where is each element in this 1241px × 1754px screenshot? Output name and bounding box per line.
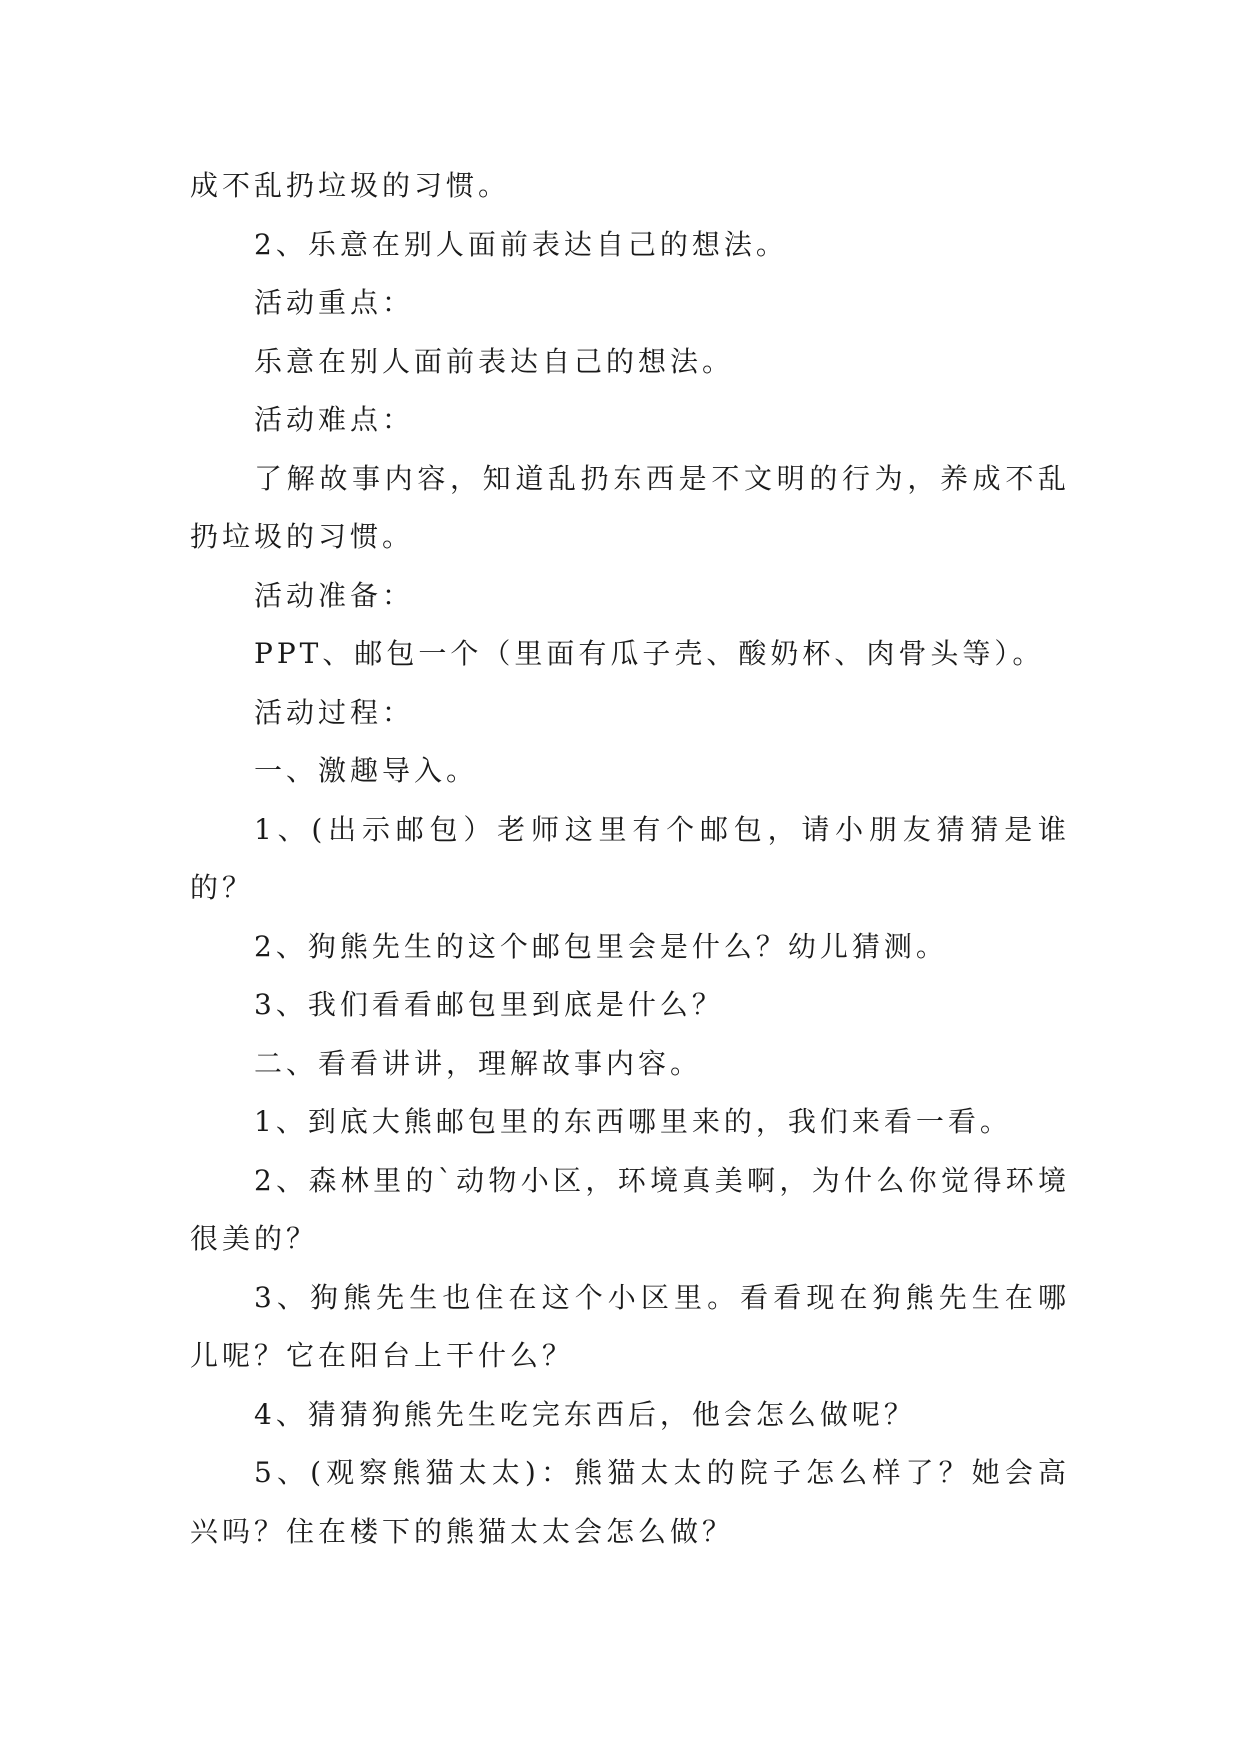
paragraph-intro-3: 3、我们看看邮包里到底是什么？ [254,988,724,1021]
heading-process: 活动过程： [254,695,415,729]
paragraph-story-5: 5、(观察熊猫太太)：熊猫太太的院子怎么样了？她会高兴吗？住在楼下的熊猫太太会怎么做？ [190,1456,1070,1548]
paragraph-story-4: 4、猜猜狗熊先生吃完东西后，他会怎么做呢？ [254,1397,916,1431]
paragraph-story-3: 3、狗熊先生也住在这个小区里。看看现在狗熊先生在哪儿呢？它在阳台上干什么？ [190,1280,1070,1372]
paragraph-story-1: 1、到底大熊邮包里的东西哪里来的，我们来看一看。 [254,1105,1012,1138]
paragraph-continuation: 成不乱扔垃圾的习惯。 [190,169,511,202]
paragraph-goal-2: 2、乐意在别人面前表达自己的想法。 [254,227,788,261]
paragraph-key-point: 乐意在别人面前表达自己的想法。 [254,344,735,378]
section-intro: 一、激趣导入。 [254,754,479,787]
paragraph-preparation: PPT、邮包一个（里面有瓜子壳、酸奶杯、肉骨头等）。 [254,637,1045,670]
section-story: 二、看看讲讲，理解故事内容。 [254,1046,703,1080]
paragraph-intro-2: 2、狗熊先生的这个邮包里会是什么？幼儿猜测。 [254,929,948,963]
heading-preparation: 活动准备： [254,578,415,612]
heading-difficulty: 活动难点： [254,403,415,436]
paragraph-intro-1: 1、(出示邮包）老师这里有个邮包，请小朋友猜猜是谁的？ [190,812,1070,904]
heading-key-point: 活动重点： [254,286,415,319]
paragraph-difficulty: 了解故事内容，知道乱扔东西是不文明的行为，养成不乱扔垃圾的习惯。 [190,461,1070,553]
paragraph-story-2: 2、森林里的`动物小区，环境真美啊，为什么你觉得环境很美的？ [190,1163,1070,1255]
document-body [190,157,1070,1561]
